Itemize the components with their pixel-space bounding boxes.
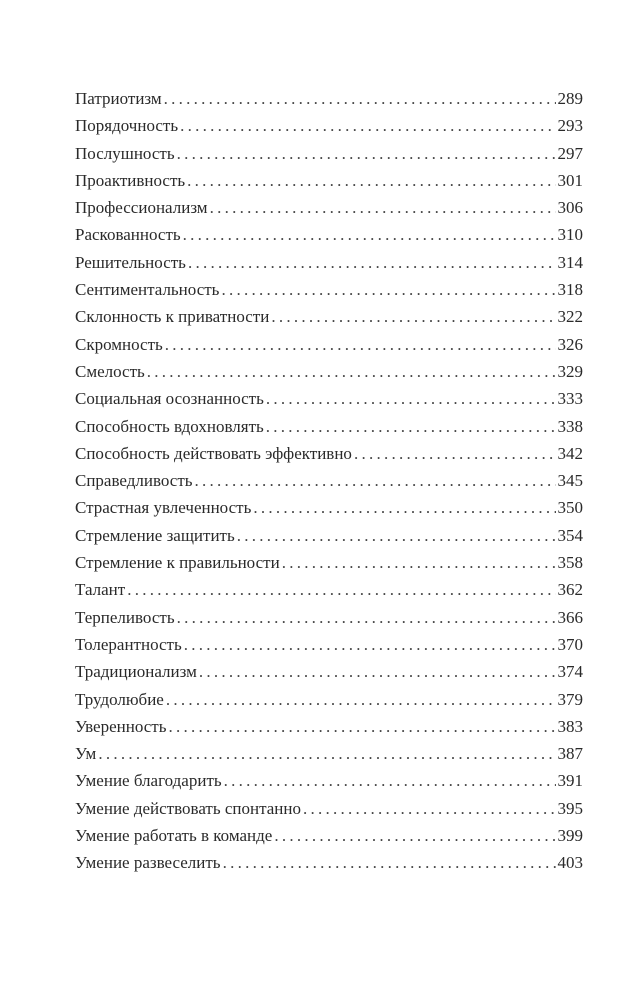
toc-entry-page: 301: [557, 170, 583, 190]
toc-dot-leader: [165, 335, 556, 355]
toc-dot-leader: [184, 635, 556, 655]
toc-entry-page: 342: [557, 443, 583, 463]
toc-entry-page: 333: [557, 389, 583, 409]
toc-entry-title: Умение работать в команде: [75, 826, 273, 846]
toc-dot-leader: [188, 253, 556, 273]
toc-dot-leader: [164, 89, 556, 109]
toc-entry-page: 322: [557, 307, 583, 327]
toc-entry: [75, 280, 583, 307]
toc-entry-title: Толерантность: [75, 634, 182, 654]
toc-entry: [75, 717, 583, 744]
toc-entry: [75, 853, 583, 880]
toc-dot-leader: [180, 116, 555, 136]
toc-entry-title: Справедливость: [75, 471, 193, 491]
toc-entry: [75, 771, 583, 798]
toc-entry-page: 314: [557, 252, 583, 272]
toc-dot-leader: [147, 362, 556, 382]
toc-entry: [75, 198, 583, 225]
toc-entry-page: 289: [557, 89, 583, 108]
toc-entry: [75, 335, 583, 362]
toc-entry-title: Смелость: [75, 361, 145, 381]
toc-entry-title: Талант: [75, 580, 126, 600]
toc-entry-title: Стремление защитить: [75, 525, 235, 545]
toc-entry: [75, 389, 583, 416]
toc-dot-leader: [177, 608, 556, 628]
toc-dot-leader: [271, 307, 555, 327]
toc-entry-title: Послушность: [75, 143, 175, 163]
toc-dot-leader: [224, 771, 556, 791]
toc-entry: [75, 553, 583, 580]
toc-entry-title: Умение действовать спонтанно: [75, 798, 301, 818]
toc-dot-leader: [199, 662, 556, 682]
toc-dot-leader: [266, 417, 556, 437]
toc-entry-page: 326: [557, 334, 583, 354]
table-of-contents: [75, 89, 583, 881]
toc-entry-page: 379: [557, 689, 583, 709]
toc-entry: [75, 307, 583, 334]
toc-entry: [75, 690, 583, 717]
toc-entry-title: Трудолюбие: [75, 689, 164, 709]
toc-entry: [75, 253, 583, 280]
toc-dot-leader: [282, 553, 556, 573]
toc-entry-page: 391: [557, 771, 583, 791]
toc-entry-title: Профессионализм: [75, 198, 208, 218]
toc-dot-leader: [221, 280, 555, 300]
toc-entry-title: Умение развеселить: [75, 853, 221, 873]
toc-entry-page: 293: [557, 116, 583, 136]
toc-entry-page: 366: [557, 607, 583, 627]
toc-entry: [75, 417, 583, 444]
toc-entry-title: Скромность: [75, 334, 163, 354]
toc-entry: [75, 471, 583, 498]
toc-entry: [75, 635, 583, 662]
toc-entry-title: Склонность к приватности: [75, 307, 270, 327]
toc-entry: [75, 744, 583, 771]
toc-dot-leader: [354, 444, 556, 464]
toc-entry: [75, 498, 583, 525]
toc-dot-leader: [127, 580, 555, 600]
toc-entry-title: Решительность: [75, 252, 186, 272]
toc-entry-page: 374: [557, 662, 583, 682]
toc-entry: [75, 116, 583, 143]
toc-dot-leader: [266, 389, 556, 409]
toc-entry: [75, 662, 583, 689]
toc-entry-title: Порядочность: [75, 116, 179, 136]
toc-entry-page: 399: [557, 826, 583, 846]
toc-entry-title: Социальная осознанность: [75, 389, 264, 409]
toc-dot-leader: [183, 225, 556, 245]
toc-entry: [75, 362, 583, 389]
toc-entry-title: Раскованность: [75, 225, 181, 245]
toc-dot-leader: [166, 690, 556, 710]
toc-entry: [75, 526, 583, 553]
toc-dot-leader: [210, 198, 556, 218]
toc-entry-page: 338: [557, 416, 583, 436]
toc-entry-page: 329: [557, 361, 583, 381]
toc-entry: [75, 171, 583, 198]
toc-entry-title: Способность действовать эффективно: [75, 443, 352, 463]
toc-dot-leader: [168, 717, 555, 737]
toc-entry-page: 383: [557, 716, 583, 736]
toc-entry-title: Традиционализм: [75, 662, 197, 682]
toc-entry-title: Умение благодарить: [75, 771, 222, 791]
toc-dot-leader: [237, 526, 556, 546]
toc-entry-page: 310: [557, 225, 583, 245]
toc-entry-title: Терпеливость: [75, 607, 175, 627]
toc-entry: [75, 799, 583, 826]
toc-entry-title: Проактивность: [75, 170, 186, 190]
toc-entry: [75, 89, 583, 116]
toc-dot-leader: [98, 744, 555, 764]
toc-entry: [75, 826, 583, 853]
toc-entry-page: 358: [557, 553, 583, 573]
toc-dot-leader: [187, 171, 555, 191]
toc-entry-page: 395: [557, 798, 583, 818]
toc-entry-page: 350: [557, 498, 583, 518]
toc-entry-title: Патриотизм: [75, 89, 162, 108]
toc-dot-leader: [253, 498, 555, 518]
toc-entry: [75, 144, 583, 171]
toc-entry-page: 403: [557, 853, 583, 873]
toc-entry: [75, 225, 583, 252]
toc-entry-title: Сентиментальность: [75, 280, 220, 300]
toc-entry: [75, 608, 583, 635]
toc-entry-title: Ум: [75, 744, 97, 764]
toc-entry-title: Стремление к правильности: [75, 553, 280, 573]
toc-entry-page: 354: [557, 525, 583, 545]
toc-dot-leader: [274, 826, 555, 846]
toc-entry-page: 387: [557, 744, 583, 764]
toc-entry-title: Уверенность: [75, 716, 167, 736]
toc-entry-page: 306: [557, 198, 583, 218]
toc-entry-title: Страстная увлеченность: [75, 498, 252, 518]
toc-entry-page: 318: [557, 280, 583, 300]
toc-entry-page: 297: [557, 143, 583, 163]
toc-entry-page: 345: [557, 471, 583, 491]
toc-entry-page: 362: [557, 580, 583, 600]
toc-dot-leader: [223, 853, 556, 873]
toc-entry-title: Способность вдохновлять: [75, 416, 264, 436]
toc-dot-leader: [195, 471, 556, 491]
toc-dot-leader: [303, 799, 556, 819]
toc-entry: [75, 444, 583, 471]
toc-dot-leader: [177, 144, 556, 164]
toc-entry: [75, 580, 583, 607]
toc-entry-page: 370: [557, 634, 583, 654]
